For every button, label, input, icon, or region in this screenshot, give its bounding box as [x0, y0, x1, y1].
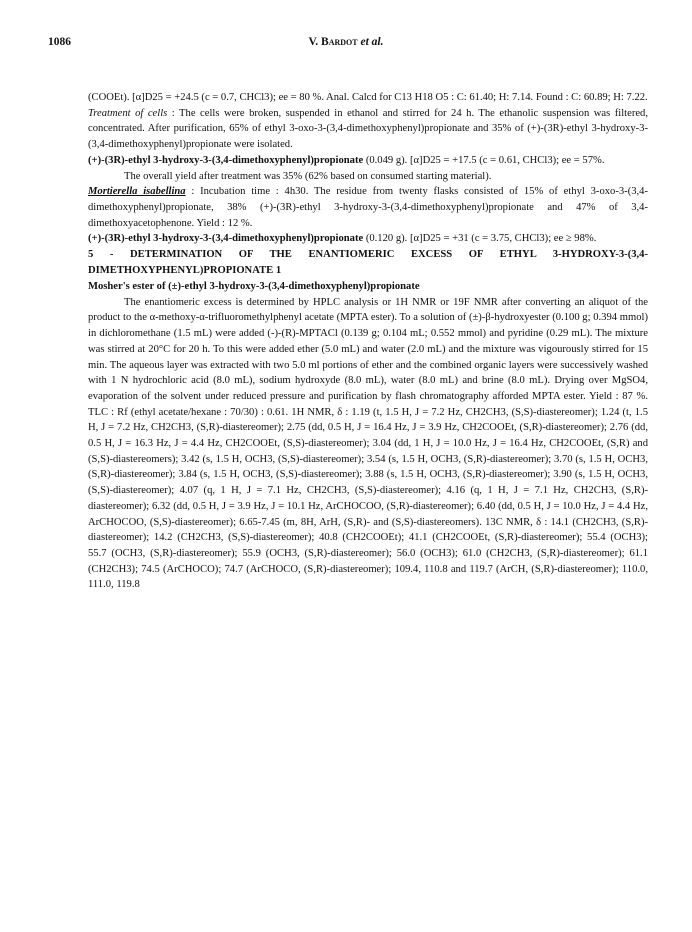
treatment-label: Treatment of cells: [88, 107, 168, 119]
product-data-2: (0.120 g). [α]D25 = +31 (c = 3.75, CHCl3); ee ≥ 98%.: [363, 233, 597, 245]
rotation-data-paragraph: (COOEt). [α]D25 = +24.5 (c = 0.7, CHCl3); ee = 80 %. Anal. Calcd for C13 H18 O5 : C: 61.40; H: 7.14. Found : C: 60.89; H: 7.22.: [88, 92, 648, 103]
treatment-text: : The cells were broken, suspended in ethanol and stirred for 24 h. The ethanolic suspension was filtered, concentrated. After purification, 65% of ethyl 3-oxo-3-(3,4-dimethoxyphenyl)propionate and 35% of (+)-(3R)-ethyl 3-hydroxy-3-(3,4-dimethoxyphenyl)propionate were isolated.: [88, 107, 648, 151]
treatment-paragraph: [88, 106, 648, 153]
running-head-author: V. Bardot: [308, 36, 358, 48]
product-data-1: (0.049 g). [α]D25 = +17.5 (c = 0.61, CHCl3); ee = 57%.: [363, 154, 605, 166]
subsection-heading: Mosher's ester of (±)-ethyl 3-hydroxy-3-(3,4-dimethoxyphenyl)propionate: [88, 281, 420, 293]
page-number: 1086: [48, 36, 71, 48]
product-paragraph-2: [88, 231, 648, 247]
running-head-et-al: et al.: [360, 36, 384, 48]
page-header: [48, 36, 644, 52]
mortierella-text: : Incubation time : 4h30. The residue from twenty flasks consisted of 15% of ethyl 3-oxo-3-(3,4-dimethoxyphenyl)propionate, 38% (+)-(3R)-ethyl 3-hydroxy-3-(3,4-dimethoxyphenyl)propionate and 47% of 3,4-dimethoxyacetophenone. Yield : 12 %.: [88, 186, 648, 229]
mortierella-label: Mortierella isabellina: [88, 186, 186, 198]
mortierella-paragraph: [88, 184, 648, 231]
product-paragraph-1: [88, 153, 648, 169]
product-name-2: (+)-(3R)-ethyl 3-hydroxy-3-(3,4-dimethoxyphenyl)propionate: [88, 233, 364, 245]
article-body: [88, 90, 648, 593]
section-heading: 5 - DETERMINATION OF THE ENANTIOMERIC EXCESS OF ETHYL 3-HYDROXY-3-(3,4-DIMETHOXYPHENYL)PROPIONATE 1: [88, 249, 648, 277]
overall-yield-paragraph: The overall yield after treatment was 35% (62% based on consumed starting material).: [124, 170, 492, 182]
mosher-ester-procedure: The enantiomeric excess is determined by HPLC analysis or 1H NMR or 19F NMR after converting an aliquot of the product to the α-methoxy-α-trifluoromethylphenyl acetate (MPTA ester). To a solution of (±)-β-hydroxyester (0.100 g; 0.394 mmol) in dichloromethane (1.5 mL) were added (-)-(R)-MPTACl (0.139 g; 0.104 mL; 0.552 mmol) and pyridine (0.29 mL). The mixture was stirred at 20°C for 20 h. To this were added ether (5.0 mL) and water (2.0 mL) and the mixture was vigourously stirred for 15 min. The aqueous layer was extracted with two 5.0 ml portions of ether and the combined organic layers were successively washed with 1 N hydrochloric acid (8.0 mL), sodium hydroxyde (8.0 mL), water (8.0 mL) and brine (8.0 mL). Drying over MgSO4, evaporation of the solvent under reduced pressure and purification by flash chromatography afforded MPTA ester. Yield : 87 %. TLC : Rf (ethyl acetate/hexane : 70/30) : 0.61. 1H NMR, δ : 1.19 (t, 1.5 H, J = 7.2 Hz, CH2CH3, (S,S)-diastereomer); 1.24 (t, 1.5 H, J = 7.2 Hz, CH2CH3, (S,R)-diastereomer); 2.75 (dd, 0.5 H, J = 16.4 Hz, J = 3.9 Hz, CH2COOEt, (S,R)-diastereomer); 2.76 (dd, 0.5 H, J = 16.3 Hz, J = 4.4 Hz, CH2COOEt, (S,S)-diastereomer); 3.04 (dd, 1 H, J = 10.0 Hz, J = 16.4 Hz, CH2COOEt, (S,R) and (S,S)-diastereomers); 3.42 (s, 1.5 H, OCH3, (S,S)-diastereomer); 3.54 (s, 1.5 H, OCH3, (S,R)-diastereomer); 3.70 (s, 1.5 H, OCH3, (S,R)-diastereomer); 3.84 (s, 1.5 H, OCH3, (S,S)-diastereomer); 3.88 (s, 1.5 H, OCH3, (S,R)-diastereomer); 3.90 (s, 1.5 H, OCH3, (S,S)-diastereomer); 4.07 (q, 1 H, J = 7.1 Hz, CH2CH3, (S,S)-diastereomer); 4.16 (q, 1 H, J = 7.1 Hz, CH2CH3, (S,R)-diastereomer); 6.32 (dd, 0.5 H, J = 3.9 Hz, J = 10.1 Hz, ArCHOCOO, (S,R)-diastereomer); 6.40 (dd, 0.5 H, J = 10.0 Hz, J = 4.4 Hz, ArCHOCOO, (S,S)-diastereomer); 6.65-7.45 (m, 8H, ArH, (S,R)- and (S,S)-diastereomers). 13C NMR, δ : 14.1 (CH2CH3, (S,R)-diastereomer); 14.2 (CH2CH3, (S,S)-diastereomer); 40.8 (CH2COOEt); 41.1 (CH2COOEt, (S,R)-diastereomer); 55.4 (OCH3); 55.7 (OCH3, (S,R)-diastereomer); 55.9 (OCH3, (S,R)-diastereomer); 56.0 (OCH3); 61.0 (CH2CH3, (S,R)-diastereomer); 61.1 (CH2CH3); 74.5 (ArCHOCO); 74.7 (ArCHOCO, (S,R)-diastereomer); 109.4, 110.8 and 119.7 (ArCH, (S,R)-diastereomer); 110.0, 111.0, 119.8: [88, 296, 648, 591]
product-name-1: (+)-(3R)-ethyl 3-hydroxy-3-(3,4-dimethoxyphenyl)propionate: [88, 154, 364, 166]
running-head: [48, 36, 644, 48]
